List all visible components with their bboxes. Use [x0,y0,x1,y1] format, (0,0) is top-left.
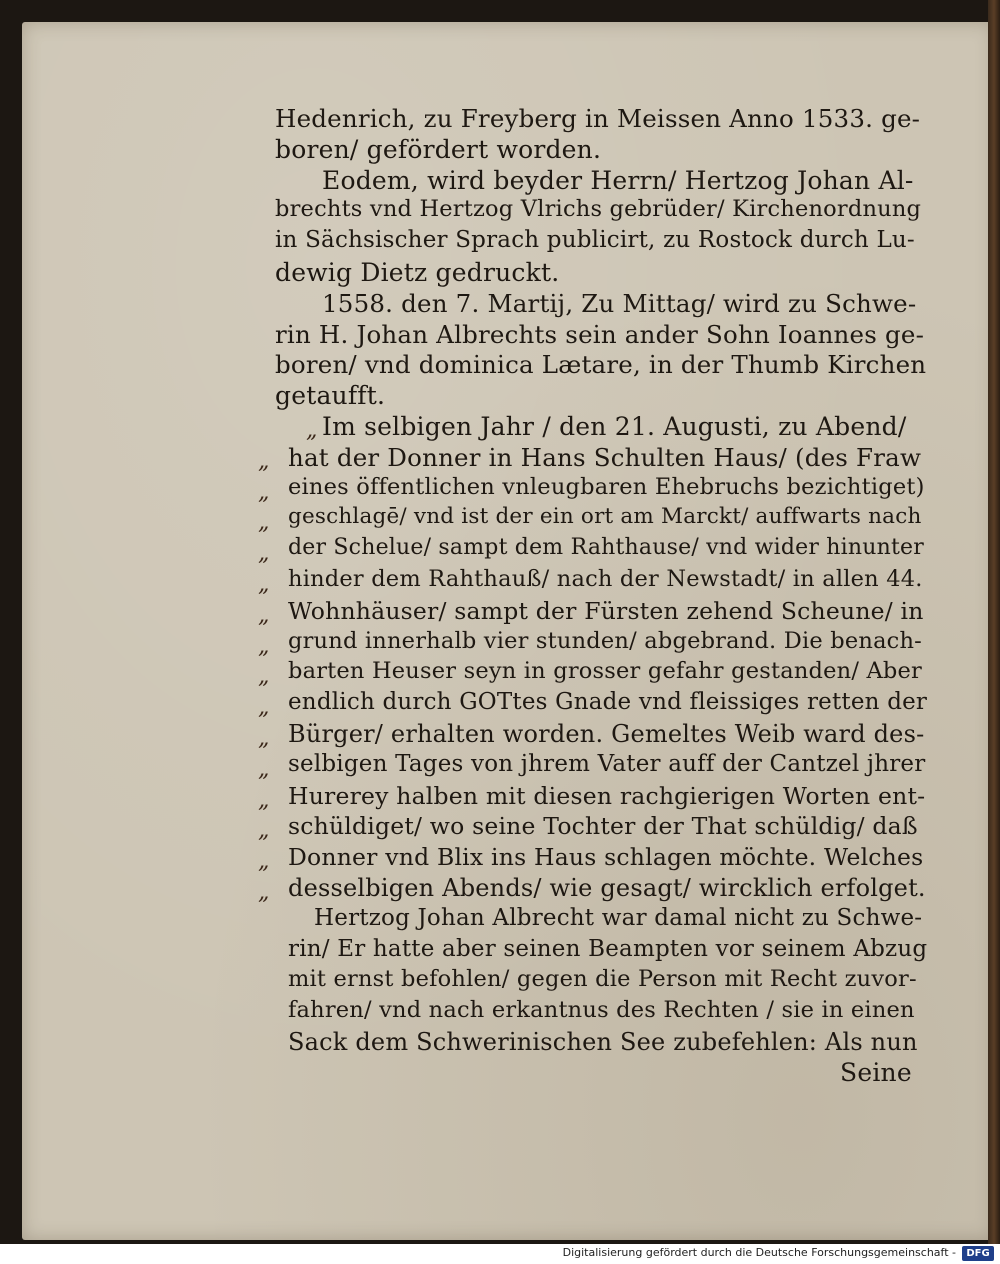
text-line: getaufft. [275,381,386,411]
text-line: Im selbigen Jahr / den 21. Augusti, zu Abend/ [322,412,907,441]
margin-quote-mark: „ [258,479,270,505]
text-line: Wohnhäuser/ sampt der Fürsten zehend Scheune/ in [288,596,924,625]
text-line: rin/ Er hatte aber seinen Beampten vor seinem Abzug [288,935,928,962]
text-line: Donner vnd Blix ins Haus schlagen möchte. Welches [288,843,924,872]
text-line: dewig Dietz gedruckt. [275,258,560,287]
text-line: in Sächsischer Sprach publicirt, zu Rostock durch Lu- [275,227,915,254]
text-line: mit ernst befohlen/ gegen die Person mit Recht zuvor- [288,966,917,993]
catchword: Seine [840,1058,912,1087]
text-line: der Schelue/ sampt dem Rahthause/ vnd wider hinunter [288,535,924,561]
margin-quote-mark: „ [258,880,270,905]
text-line: Hurerey halben mit diesen rachgierigen Worten ent- [288,781,926,810]
text-line: fahren/ vnd nach erkantnus des Rechten / sie in einen [288,997,915,1024]
margin-quote-mark: „ [258,510,270,536]
margin-quote-mark: „ [258,541,270,567]
text-line: geschlagē/ vnd ist der ein ort am Marckt/ auffwarts nach [288,504,922,530]
margin-quote-mark: „ [258,818,270,844]
footer-bar [0,1244,1000,1264]
text-line: Hertzog Johan Albrecht war damal nicht zu Schwe- [314,904,923,931]
text-line: grund innerhalb vier stunden/ abgebrand. Die benach- [288,627,922,654]
margin-quote-mark: „ [258,849,270,875]
text-line: brechts vnd Hertzog Vlrichs gebrüder/ Kirchenordnung [275,196,922,223]
text-line: hinder dem Rahthauß/ nach der Newstadt/ in allen 44. [288,566,923,592]
text-line: 1558. den 7. Martij, Zu Mittag/ wird zu Schwe- [322,288,917,318]
dfg-logo: DFG [962,1246,994,1261]
margin-quote-mark: „ [258,695,270,721]
margin-quote-mark: „ [258,756,270,782]
text-line: Sack dem Schwerinischen See zubefehlen: Als nun [288,1028,918,1056]
text-line: boren/ gefördert worden. [275,134,602,164]
margin-quote-mark: „ [258,787,270,813]
margin-quote-mark: „ [306,418,318,443]
margin-quote-mark: „ [258,448,270,474]
text-line: rin H. Johan Albrechts sein ander Sohn Ioannes ge- [275,319,925,349]
text-line: schüldiget/ wo seine Tochter der That schüldig/ daß [288,812,918,841]
margin-quote-mark: „ [258,633,270,659]
text-line: Hedenrich, zu Freyberg in Meissen Anno 1533. ge- [275,104,921,133]
text-line: Bürger/ erhalten worden. Gemeltes Weib ward des- [288,720,925,748]
text-line: barten Heuser seyn in grosser gefahr gestanden/ Aber [288,658,922,685]
text-line: boren/ vnd dominica Lætare, in der Thumb Kirchen [275,350,927,380]
text-line: selbigen Tages von jhrem Vater auff der Cantzel jhrer [288,750,926,777]
text-line: Eodem, wird beyder Herrn/ Hertzog Johan Al- [322,165,914,195]
margin-quote-mark: „ [258,572,270,597]
text-line: desselbigen Abends/ wie gesagt/ wircklich erfolget. [288,874,926,902]
text-line: endlich durch GOTtes Gnade vnd fleissiges retten der [288,689,928,716]
margin-quote-mark: „ [258,726,270,751]
book-page [22,22,994,1240]
funding-note: Digitalisierung gefördert durch die Deutsche Forschungsgemeinschaft - [562,1246,956,1259]
margin-quote-mark: „ [258,602,270,628]
book-spine [988,0,1000,1244]
text-line: hat der Donner in Hans Schulten Haus/ (des Fraw [288,442,922,472]
text-line: eines öffentlichen vnleugbaren Ehebruchs bezichtiget) [288,473,925,500]
margin-quote-mark: „ [258,664,270,690]
